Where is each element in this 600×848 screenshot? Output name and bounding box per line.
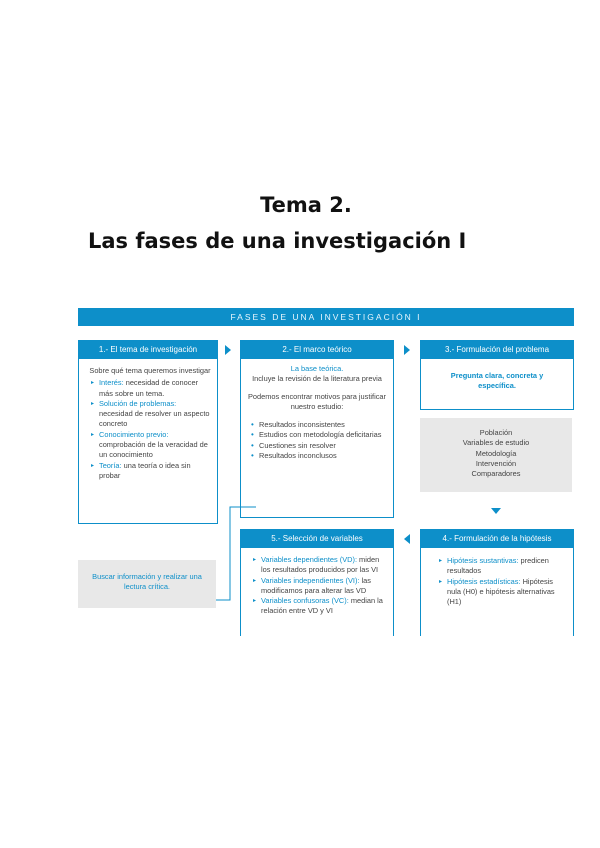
pico-box [420,418,572,492]
list-item: ▸ Variables dependientes (VD): miden los resultados producidos por las VI [261,555,389,576]
list-item: • Cuestiones sin resolver [259,441,387,451]
phase5-title: 5.- Selección de variables [241,530,393,548]
phase2-line3: Podemos encontrar motivos para justificar nuestro estudio: [247,391,387,411]
document-title-line2: Las fases de una investigación I [88,229,467,253]
pico-item: Intervención [475,458,517,468]
phase2-box [240,340,394,518]
arrow-right-icon [404,345,410,355]
list-item: • Estudios con metodología deficitarias [259,430,387,440]
phase5-box [240,529,394,636]
phase2-line1: La base teórica. [290,364,344,373]
diagram-banner: FASES DE UNA INVESTIGACIÓN I [78,308,574,326]
phase4-box [420,529,574,636]
arrow-left-icon [404,534,410,544]
phase3-text: Pregunta clara, concreta y específica. [450,371,544,391]
phase2-line2: Incluye la revisión de la literatura previa [252,374,382,384]
phase4-title: 4.- Formulación de la hipótesis [421,530,573,548]
pico-item: Variables de estudio [462,438,530,448]
arrow-right-icon [225,345,231,355]
phase1-box [78,340,218,524]
list-item: ▸ Hipótesis estadísticas: Hipótesis nula (H0) e hipótesis alternativas (H1) [447,577,567,608]
pico-item: Comparadores [471,469,521,479]
document-title-line1: Tema 2. [260,193,352,217]
reading-text: Buscar información y realizar una lectura crítica. [92,572,202,592]
list-item: ▸ Variables confusoras (VC): median la relación entre VD y VI [261,596,389,617]
pico-item: Población [479,428,513,437]
pico-item: Metodología [475,448,517,458]
phase5-list [251,555,389,617]
reading-box [78,560,216,608]
phase1-list [89,378,211,481]
phase2-list [247,420,387,461]
list-item: ▸ Solución de problemas: necesidad de resolver un aspecto concreto [99,399,211,430]
list-item: ▸ Variables independientes (VI): las modificamos para alterar las VD [261,576,389,597]
list-item: ▸ Teoría: una teoría o idea sin probar [99,461,211,482]
list-item: • Resultados inconclusos [259,451,387,461]
phase4-list [437,556,567,607]
phase3-box [420,340,574,410]
list-item: ▸ Hipótesis sustantivas: predicen resultados [447,556,567,577]
phase1-title: 1.- El tema de investigación [79,341,217,359]
list-item: • Resultados inconsistentes [259,420,387,430]
phase2-title: 2.- El marco teórico [241,341,393,359]
list-item: ▸ Conocimiento previo: comprobación de la veracidad de un conocimiento [99,430,211,461]
arrow-down-icon [491,508,501,514]
phase1-intro: Sobre qué tema queremos investigar [89,366,211,375]
list-item: ▸ Interés: necesidad de conocer más sobre un tema. [99,378,211,399]
phase3-title: 3.- Formulación del problema [421,341,573,359]
